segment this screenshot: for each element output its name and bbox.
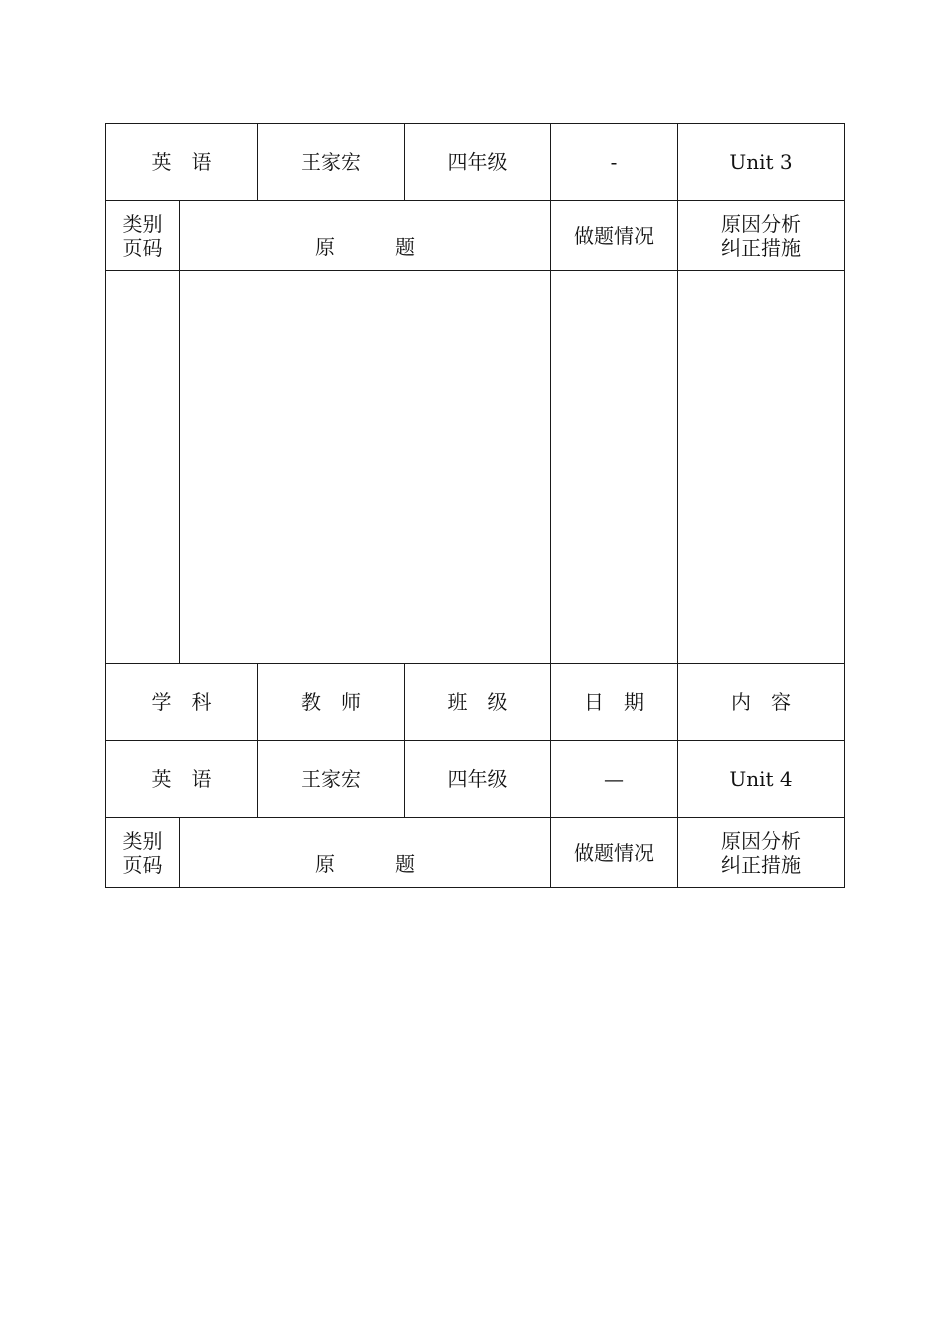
cause-analysis-label: 原因分析 bbox=[721, 828, 801, 853]
page-number-label: 页码 bbox=[122, 852, 163, 877]
category-page-header bbox=[106, 201, 179, 270]
performance-entry-cell[interactable] bbox=[551, 271, 677, 663]
correction-measures-label: 纠正措施 bbox=[721, 852, 801, 877]
category-label: 类别 bbox=[122, 211, 163, 236]
table-border-right bbox=[844, 123, 845, 888]
grade-value: 四年级 bbox=[447, 767, 508, 791]
category-page-header bbox=[106, 818, 179, 887]
category-entry-cell[interactable] bbox=[106, 271, 179, 663]
content-value: Unit 3 bbox=[729, 150, 793, 174]
performance-header: 做题情况 bbox=[574, 223, 654, 248]
analysis-entry-cell[interactable] bbox=[678, 271, 844, 663]
content-label: 内 容 bbox=[731, 690, 791, 714]
table-border-bottom bbox=[105, 887, 845, 888]
performance-header: 做题情况 bbox=[574, 840, 654, 865]
teacher-label: 教 师 bbox=[301, 690, 361, 714]
category-label: 类别 bbox=[122, 828, 163, 853]
date-value: — bbox=[604, 767, 624, 791]
class-label: 班 级 bbox=[447, 690, 508, 714]
subject-value: 英 语 bbox=[151, 150, 212, 174]
subject-value: 英 语 bbox=[151, 767, 212, 791]
page-number-label: 页码 bbox=[122, 235, 163, 260]
subject-label: 学 科 bbox=[151, 690, 212, 714]
content-value: Unit 4 bbox=[729, 767, 793, 791]
cause-analysis-label: 原因分析 bbox=[721, 211, 801, 236]
question-entry-cell[interactable] bbox=[180, 271, 550, 663]
analysis-correction-header bbox=[678, 201, 844, 270]
question-header: 原 题 bbox=[315, 235, 415, 259]
teacher-value: 王家宏 bbox=[301, 150, 361, 174]
grade-value: 四年级 bbox=[447, 150, 508, 174]
correction-measures-label: 纠正措施 bbox=[721, 235, 801, 260]
teacher-value: 王家宏 bbox=[301, 767, 361, 791]
date-value: - bbox=[610, 150, 618, 174]
analysis-correction-header bbox=[678, 818, 844, 887]
question-header: 原 题 bbox=[315, 852, 415, 876]
date-label: 日 期 bbox=[584, 690, 644, 714]
